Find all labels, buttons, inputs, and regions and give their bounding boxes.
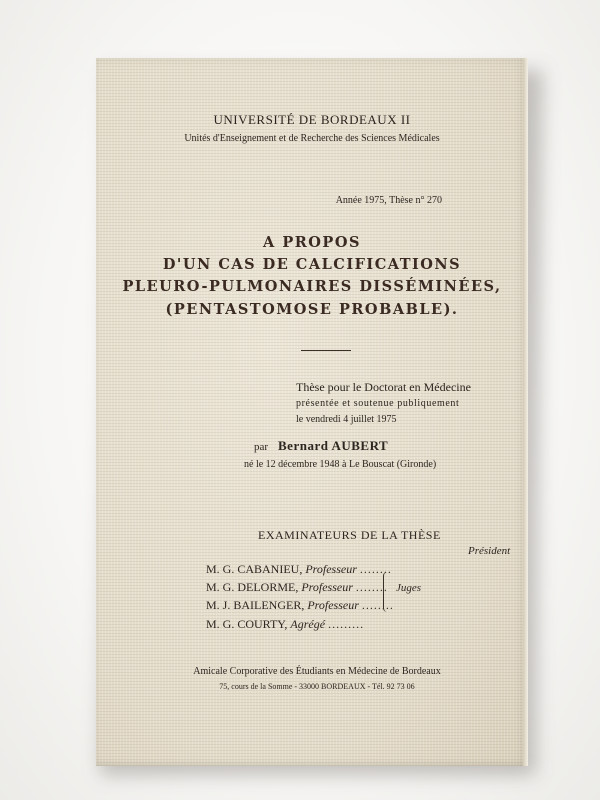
thesis-line: présentée et soutenue publiquement xyxy=(296,398,460,409)
examiner-name: M. G. COURTY, xyxy=(206,617,288,631)
university-name: UNIVERSITÉ DE BORDEAUX II xyxy=(213,112,411,127)
examiner-row xyxy=(206,598,394,613)
author-name: Bernard AUBERT xyxy=(278,438,389,453)
thesis-line: le vendredi 4 juillet 1975 xyxy=(296,414,397,425)
examiner-row xyxy=(206,580,388,595)
par-label: par xyxy=(254,441,269,453)
examiner-row xyxy=(206,617,364,632)
examiner-dots: ........ xyxy=(355,580,388,594)
examiner-role: Professeur xyxy=(307,598,359,612)
examiner-dots: ........ xyxy=(361,598,394,612)
year-thesis-number: Année 1975, Thèse n° 270 xyxy=(335,195,442,206)
examiner-role: Professeur xyxy=(301,580,353,594)
examiner-name: M. J. BAILENGER, xyxy=(206,598,305,612)
author-birth: né le 12 décembre 1948 à Le Bouscat (Gironde) xyxy=(244,459,437,470)
publisher-address: 75, cours de la Somme - 33000 BORDEAUX - Tél. 92 73 06 xyxy=(219,682,415,691)
judges-label: Juges xyxy=(396,582,422,594)
title-line: A PROPOS xyxy=(263,234,361,251)
examiner-role: Agrégé xyxy=(290,617,326,631)
units-subtitle: Unités d'Enseignement et de Recherche des Sciences Médicales xyxy=(184,133,440,144)
examiner-row xyxy=(206,562,392,577)
examiners-heading: EXAMINATEURS DE LA THÈSE xyxy=(258,528,441,542)
page-edge xyxy=(523,58,528,766)
divider-rule xyxy=(301,350,351,351)
president-label: Président xyxy=(468,545,511,557)
publisher-name: Amicale Corporative des Étudiants en Médecine de Bordeaux xyxy=(193,666,441,677)
examiner-dots: ......... xyxy=(328,617,365,631)
thesis-line: Thèse pour le Doctorat en Médecine xyxy=(296,380,471,394)
judges-brace xyxy=(383,572,392,612)
examiner-role: Professeur xyxy=(305,562,357,576)
title-line: D'UN CAS DE CALCIFICATIONS xyxy=(162,256,462,273)
examiner-name: M. G. DELORME, xyxy=(206,580,299,594)
examiner-name: M. G. CABANIEU, xyxy=(206,562,303,576)
title-line: PLEURO-PULMONAIRES DISSÉMINÉES, xyxy=(122,278,502,295)
examiner-dots: ........ xyxy=(359,562,392,576)
thesis-book-cover xyxy=(96,58,528,766)
title-line: (PENTASTOMOSE PROBABLE). xyxy=(165,301,459,318)
